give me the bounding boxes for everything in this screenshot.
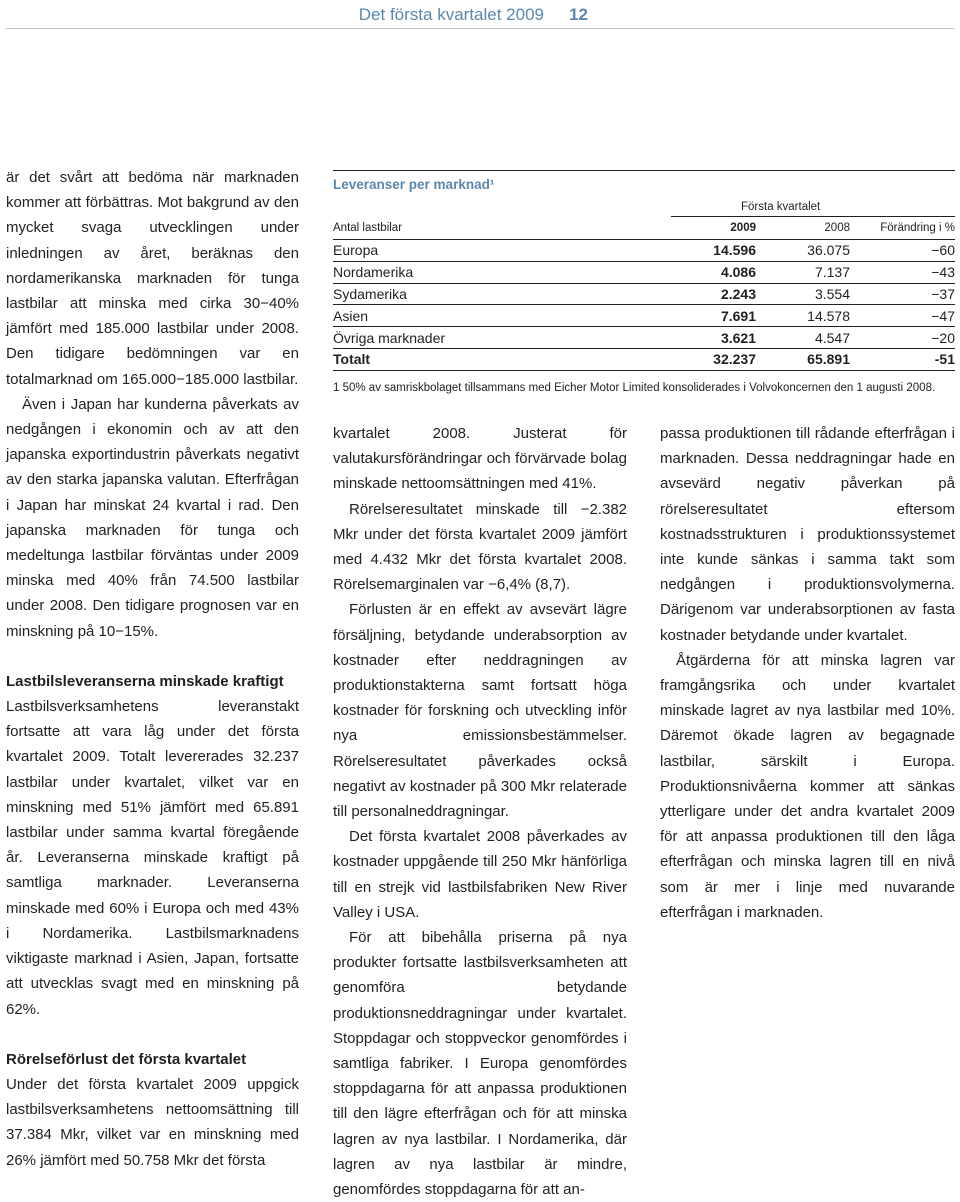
table-cell: −20: [850, 327, 955, 349]
page-number: 12: [569, 5, 588, 24]
paragraph: Förlusten är en effekt av avsevärt lägre försäljning, betydande underabsorption av kostnader efter neddragningen av produktionstakterna samt fortsatt höga kostnader för forskning och utveckling inför nya emissionsbestämmelser. Rörelseresultatet påverkades också negativt av kostnader på 300 Mkr relaterade till personalneddragningar.: [333, 601, 627, 821]
table-row: [333, 261, 955, 283]
table-cell: 4.547: [756, 327, 850, 349]
deliveries-table-block: [333, 170, 955, 396]
paragraph: Rörelseresultatet minskade till −2.382 Mkr under det första kvartalet 2009 jämfört med 4.432 Mkr det första kvartalet 2008. Rörelsemarginalen var −6,4% (8,7).: [333, 500, 627, 594]
table-cell: 14.596: [673, 240, 756, 262]
table-cell: 65.891: [756, 348, 850, 370]
text-column-3: [660, 421, 955, 925]
table-cell: −47: [850, 305, 955, 327]
header-title: Det första kvartalet 2009: [358, 5, 544, 24]
paragraph: För att bibehålla priserna på nya produkter fortsatte lastbilsverksamheten att genomföra betydande produktionsneddragningar under kvartalet. Stoppdagar och stoppveckor genomfördes i samtliga fabriker. I Europa genomfördes stoppdagarna för att anpassa produktionen till den lägre efterfrågan och för att minska lagren av nya lastbilar. I Nordamerika, där lagren av nya lastbilar är mindre, genomfördes stoppdagarna för att an-: [333, 929, 627, 1199]
table-cell: 3.554: [756, 283, 850, 305]
column-header: Förändring i %: [850, 217, 955, 240]
paragraph: Under det första kvartalet 2009 uppgick lastbilsverksamhetens nettoomsättning till 37.384 Mkr, vilket var en minskning med 26% jämfört med 50.758 Mkr det första: [6, 1075, 299, 1169]
table-cell: Totalt: [333, 348, 673, 370]
period-header: [333, 197, 955, 217]
table-cell: 32.237: [673, 348, 756, 370]
table-title: Leveranser per marknad¹: [333, 177, 495, 192]
column-header: 2008: [756, 217, 850, 240]
paragraph: Det första kvartalet 2008 påverkades av kostnader uppgående till 250 Mkr hänförliga till en strejk vid lastbilsfabriken New River Valley i USA.: [333, 828, 627, 921]
table-cell: Övriga marknader: [333, 327, 673, 349]
section-heading: Rörelseförlust det första kvartalet: [6, 1050, 247, 1068]
period-label: Första kvartalet: [741, 201, 821, 213]
column-header: 2009: [673, 217, 756, 240]
table-row: [333, 240, 955, 262]
text-column-1: [6, 165, 299, 1173]
paragraph: Åtgärderna för att minska lagren var framgångsrika och under kvartalet minskade lagret av nya lastbilar med 10%. Däremot ökade lagren av begagnade lastbilar, särskilt i Europa. Produktionsnivåerna kommer att sänkas ytterligare under det andra kvartalet 2009 för att anpassa produktionen till den låga efterfrågan och minska lagren till en nivå som är mer i linje med nuvarande efterfrågan i marknaden.: [660, 651, 955, 921]
table-cell: -51: [850, 348, 955, 370]
table-header-row: [333, 217, 955, 240]
table-total-row: [333, 348, 955, 370]
table-cell: 36.075: [756, 240, 850, 262]
table-cell: 7.691: [673, 305, 756, 327]
page-header: [6, 0, 954, 29]
table-footnote: 1 50% av samriskbolaget tillsammans med Eicher Motor Limited konsoliderades i Volvokoncernen den 1 augusti 2008.: [333, 381, 936, 394]
table-cell: 7.137: [756, 261, 850, 283]
table-row: [333, 327, 955, 349]
table-cell: Nordamerika: [333, 261, 673, 283]
section-heading: Lastbilsleveranserna minskade kraftigt: [6, 672, 284, 690]
table-cell: 3.621: [673, 327, 756, 349]
table-cell: Asien: [333, 305, 673, 327]
paragraph: kvartalet 2008. Justerat för valutakursförändringar och förvärvade bolag minskade nettoomsättningen med 41%.: [333, 425, 627, 493]
paragraph: Även i Japan har kunderna påverkats av nedgången i ekonomin och av att den japanska exportindustrin påverkats negativt av den starka japanska valutan. Efterfrågan i Japan har minskat 24 kvartal i rad. Den japanska marknaden för tunga och medeltunga lastbilar förväntas under 2009 minska med 40% från 74.500 lastbilar under 2008. Den tidigare prognosen var en minskning på 10−15%.: [6, 395, 299, 640]
paragraph: är det svårt att bedöma när marknaden kommer att förbättras. Mot bakgrund av den mycket svaga utvecklingen under inledningen av året, beräknas den nordamerikanska marknaden för tunga lastbilar att minska med cirka 30−40% jämfört med 185.000 lastbilar under 2008. Den tidigare bedömningen var en totalmarknad om 165.000−185.000 lastbilar.: [6, 169, 299, 388]
column-header: Antal lastbilar: [333, 217, 673, 240]
table-cell: −43: [850, 261, 955, 283]
table-cell: 4.086: [673, 261, 756, 283]
table-cell: 2.243: [673, 283, 756, 305]
table-cell: Europa: [333, 240, 673, 262]
deliveries-table: [333, 217, 955, 371]
table-row: [333, 283, 955, 305]
table-cell: −60: [850, 240, 955, 262]
table-cell: 14.578: [756, 305, 850, 327]
table-row: [333, 305, 955, 327]
text-column-2: [333, 421, 627, 1202]
paragraph: passa produktionen till rådande efterfrågan i marknaden. Dessa neddragningar hade en avsevärd negativ påverkan på rörelseresultatet eftersom kostnadsstrukturen i produktionssystemet inte kunde sänkas i samma takt som nedgången i produktionsvolymerna. Därigenom var underabsorptionen av fasta kostnader betydande under kvartalet.: [660, 425, 955, 644]
table-cell: Sydamerika: [333, 283, 673, 305]
table-cell: −37: [850, 283, 955, 305]
paragraph: Lastbilsverksamhetens leveranstakt fortsatte att vara låg under det första kvartalet 2009. Totalt levererades 32.237 lastbilar under kvartalet, vilket var en minskning med 51% jämfört med 65.891 lastbilar under samma kvartal föregående år. Leveranserna minskade kraftigt på samtliga marknader. Leveranserna minskade med 60% i Europa och med 43% i Nordamerika. Lastbilsmarknadens viktigaste marknad i Asien, Japan, fortsatte att utvecklas svagt med en minskning på 62%.: [6, 698, 299, 1018]
